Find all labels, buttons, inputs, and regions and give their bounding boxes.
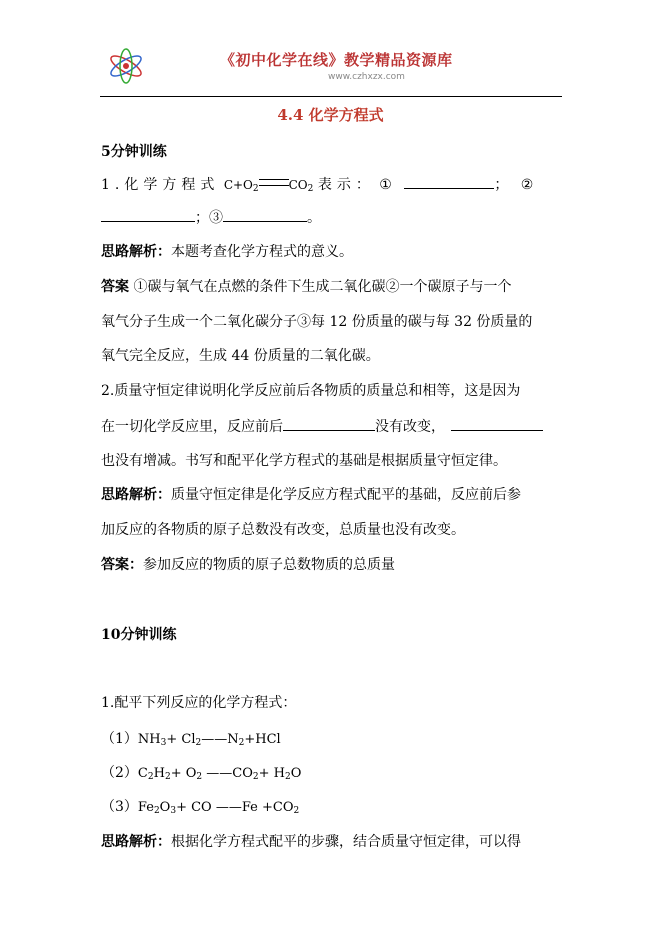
question-3: 1.配平下列反应的化学方程式： (101, 695, 297, 711)
analysis-3: 思路解析：根据化学方程式配平的步骤，结合质量守恒定律，可以得 (101, 834, 521, 850)
answer-blank-2[interactable] (101, 207, 195, 222)
analysis-2-line-1: 思路解析：质量守恒定律是化学反应方程式配平的基础，反应前后参 (101, 487, 521, 503)
q1-formula: $C+O_2$ $CO_2$ (223, 178, 314, 194)
q1-suffix: 表示： (317, 177, 375, 193)
marker-1: ① (379, 177, 392, 193)
section-heading-10min: 10分钟训练 (101, 627, 177, 643)
reaction-1: $(1)NH_3+$ $Cl_2——N_2+HCl$ (101, 731, 281, 748)
question-1-line-2: ；③ 。 (101, 207, 563, 228)
header-divider (100, 96, 562, 97)
answer-blank-5[interactable] (451, 416, 543, 431)
answer-1-line-1: 答案 ①碳与氧气在点燃的条件下生成二氧化碳②一个碳原子与一个 (101, 279, 512, 295)
answer-1-line-3: 氧气完全反应，生成 44 份质量的二氧化碳。 (101, 348, 380, 364)
answer-blank-1[interactable] (404, 174, 494, 189)
reaction-3: $(3)Fe_2O_3+$ CO ——Fe $+CO_2$ (101, 799, 300, 816)
reaction-2: $(2)C_2H_2+ O_2$ $——CO_2+ H_2O$ (101, 765, 302, 782)
page-header (100, 40, 562, 95)
marker-2: ② (520, 177, 534, 193)
header-banner: 《初中化学在线》教学精品资源库 (220, 51, 453, 69)
question-2-line-3: 也没有增减。书写和配平化学方程式的基础是根据质量守恒定律。 (101, 453, 507, 469)
answer-2: 答案：参加反应的物质的原子总数物质的总质量 (101, 557, 395, 573)
question-1-line-1: 1.化学方程式 $C+O_2$ $CO_2$ 表示： ① ； ② (101, 174, 563, 199)
analysis-2-line-2: 加反应的各物质的原子总数没有改变，总质量也没有改变。 (101, 522, 465, 538)
header-site-url: www.czhxzx.com (328, 72, 405, 82)
question-2-line-2: 在一切化学反应里，反应前后 没有改变， (101, 416, 563, 437)
section-heading-5min: 5分钟训练 (101, 144, 167, 160)
analysis-1: 思路解析：本题考查化学方程式的意义。 (101, 244, 353, 260)
answer-1-line-2: 氧气分子生成一个二氧化碳分子③每 12 份质量的碳与每 32 份质量的 (101, 314, 533, 330)
question-2-line-1: 2.质量守恒定律说明化学反应前后各物质的质量总和相等，这是因为 (101, 383, 521, 399)
answer-blank-4[interactable] (283, 416, 375, 431)
q1-prefix: 1.化学方程式 (101, 177, 220, 193)
page-title: 4.4 化学方程式 (277, 106, 384, 124)
answer-blank-3[interactable] (223, 207, 307, 222)
atom-logo-icon (106, 46, 146, 86)
marker-3: ③ (209, 210, 223, 226)
